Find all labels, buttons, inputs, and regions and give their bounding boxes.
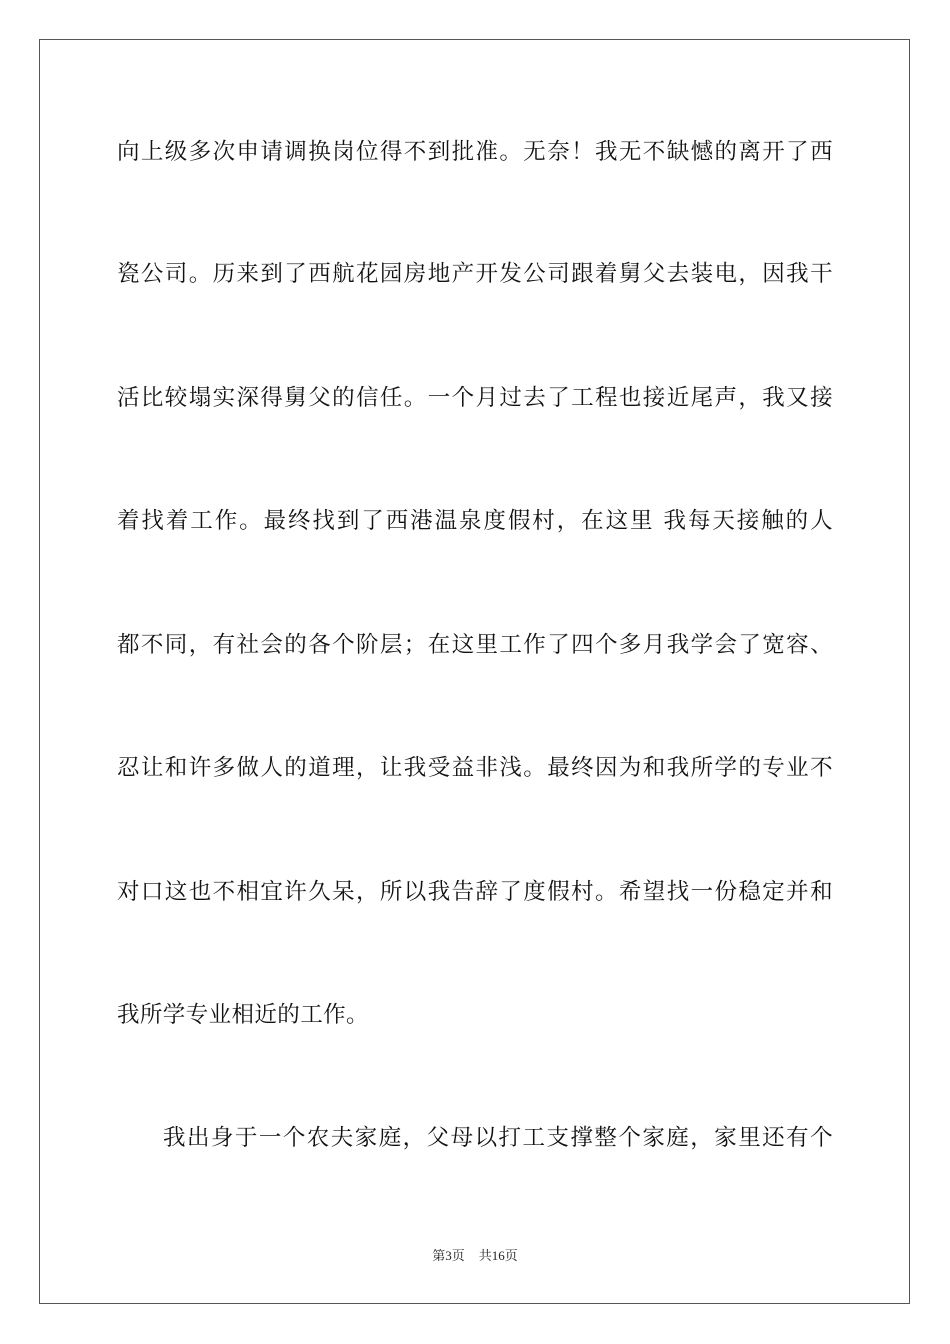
- paragraph-line-last: 我所学专业相近的工作。: [117, 1002, 369, 1028]
- paragraph-line: 都不同，有社会的各个阶层；在这里工作了四个多月我学会了宽容、: [117, 632, 833, 658]
- paragraph-first-line: 我出身于一个农夫家庭，父母以打工支撑整个家庭，家里还有个: [163, 1125, 833, 1151]
- paragraph-line: 瓷公司。历来到了西航花园房地产开发公司跟着舅父去装电，因我干: [117, 261, 833, 287]
- page-number: 第3页: [432, 1248, 465, 1263]
- paragraph-line: 对口这也不相宜许久呆，所以我告辞了度假村。希望找一份稳定并和: [117, 879, 833, 905]
- paragraph-line: 活比较塌实深得舅父的信任。一个月过去了工程也接近尾声，我又接: [117, 385, 833, 411]
- paragraph-line: 向上级多次申请调换岗位得不到批准。无奈！我无不缺憾的离开了西: [117, 139, 833, 165]
- page-total: 共16页: [478, 1248, 518, 1263]
- page-footer: [0, 1247, 950, 1265]
- paragraph-line: 忍让和许多做人的道理，让我受益非浅。最终因为和我所学的专业不: [117, 755, 833, 781]
- page-border: [39, 39, 910, 1304]
- paragraph-line: 着找着工作。最终找到了西港温泉度假村，在这里 我每天接触的人: [117, 508, 833, 534]
